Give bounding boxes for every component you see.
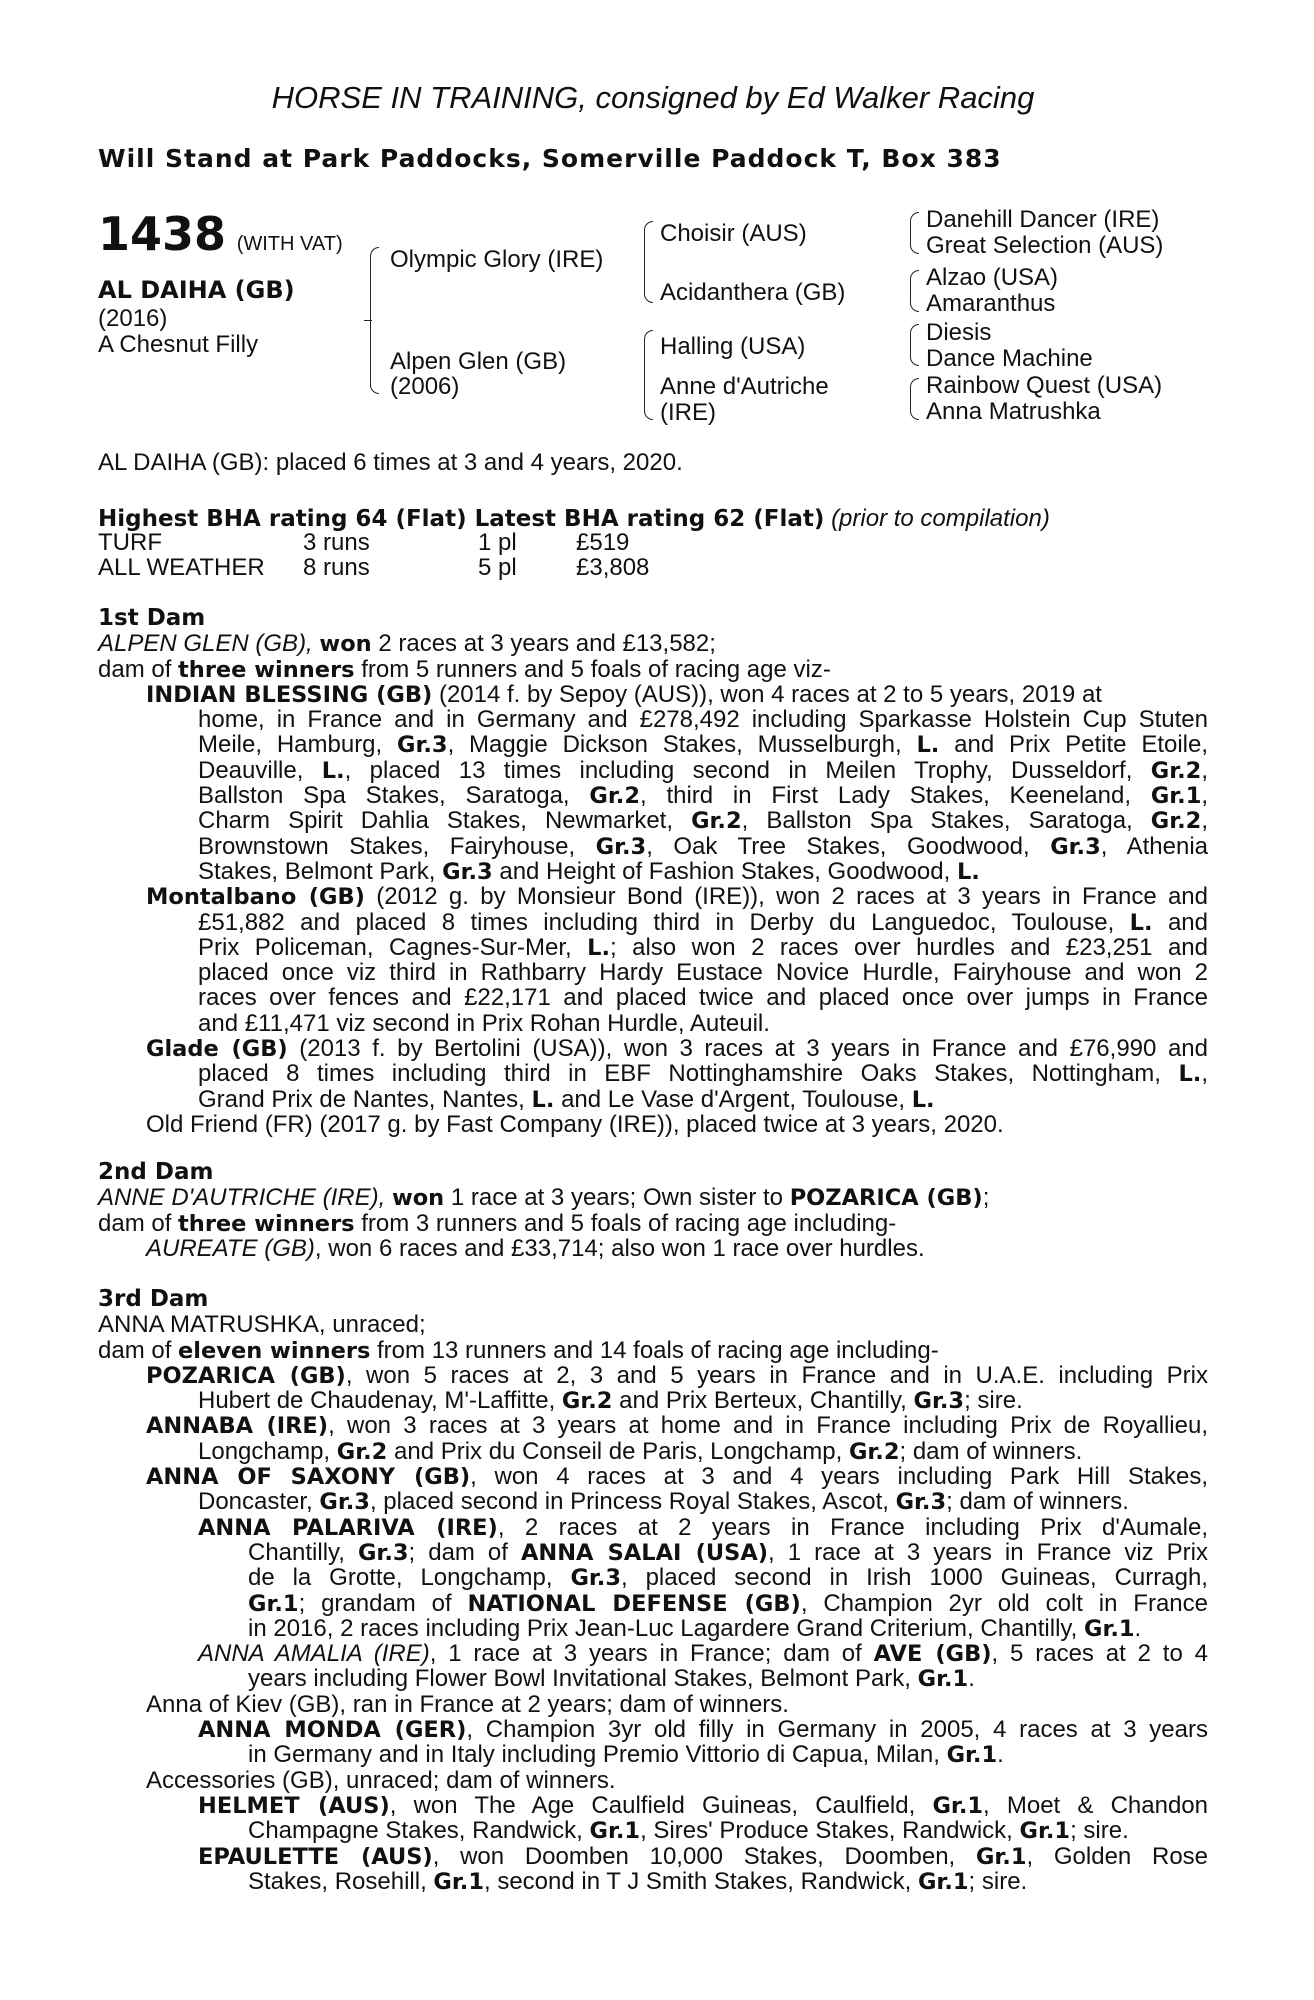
text-segment: 1 race at 3 years; Own sister to: [450, 1184, 784, 1212]
text-segment: Ballston Spa Stakes, Saratoga,: [198, 782, 570, 810]
dam-year: (2006): [390, 373, 460, 400]
text-segment: , Champion 3yr old filly in Germany in 2005, 4 races at 3 years: [466, 1716, 1208, 1744]
progeny-name: HELMET (AUS): [198, 1792, 390, 1819]
progeny-name: Glade (GB): [146, 1036, 288, 1063]
text-segment: , second in T J Smith Stakes, Randwick,: [483, 1867, 912, 1895]
pedigree-brace: [910, 324, 919, 366]
rating-line: [98, 506, 1208, 531]
text-segment: L.: [911, 1086, 935, 1113]
dam-name: ALPEN GLEN (GB),: [98, 630, 313, 658]
vat-note: (WITH VAT): [236, 233, 343, 255]
text-segment: in Germany and in Italy including Premio Vittorio di Capua, Milan,: [248, 1741, 940, 1769]
progeny-name: ANNA OF SAXONY (GB): [146, 1464, 471, 1491]
text-segment: in 2016, 2 races including Prix Jean-Luc Lagardere Grand Criterium, Chantilly,: [248, 1614, 1078, 1642]
text-segment: Hubert de Chaudenay, M'-Laffitte,: [198, 1387, 556, 1415]
winners-count: three winners: [178, 656, 355, 683]
text-segment: Stakes, Belmont Park,: [198, 857, 436, 885]
text-line: [98, 1540, 1208, 1565]
text-segment: won: [391, 1185, 445, 1212]
placings: 5 pl: [478, 554, 517, 582]
text-segment: Gr.3: [357, 1539, 409, 1566]
text-segment: ; sire.: [1070, 1817, 1129, 1845]
dam-name: ANNE D'AUTRICHE (IRE),: [98, 1184, 386, 1212]
horse-year: (2016): [98, 305, 168, 332]
text-segment: Brownstown Stakes, Fairyhouse,: [198, 832, 576, 860]
horse-description: A Chesnut Filly: [98, 331, 259, 358]
winners-count: eleven winners: [178, 1337, 371, 1364]
won-label: won: [319, 631, 372, 658]
dam-dam: Anne d'Autriche: [660, 373, 829, 400]
pedigree-brace: [644, 330, 653, 420]
text-segment: ; dam of winners.: [899, 1437, 1083, 1465]
horse-name: AL DAIHA (GB): [98, 276, 295, 304]
sire: Olympic Glory (IRE): [390, 246, 604, 273]
text-segment: dam of: [98, 1209, 172, 1237]
text-segment: from 5 runners and 5 foals of racing age viz-: [361, 655, 831, 683]
text-segment: AVE (GB): [873, 1641, 992, 1668]
text-segment: ; also won 2 races over hurdles and £23,251 and: [610, 933, 1208, 961]
text-segment: Gr.2: [589, 783, 640, 810]
text-segment: and Prix Petite Etoile,: [954, 731, 1209, 759]
consignor-title: HORSE IN TRAINING, consigned by Ed Walker Racing: [271, 80, 1035, 115]
text-segment: , won 4 races at 3 and 4 years including Park Hill Stakes,: [470, 1463, 1208, 1491]
text-segment: ;: [982, 1184, 990, 1212]
text-segment: (2012 g. by Monsieur Bond (IRE)), won 2 races at 3 years in France and: [376, 883, 1208, 911]
dam-record: 2 races at 3 years and £13,582;: [378, 630, 716, 658]
text-segment: and £11,471 viz second in Prix Rohan Hurdle, Auteuil.: [198, 1009, 770, 1037]
text-segment: L.: [916, 732, 940, 759]
text-segment: , won 3 races at 3 years at home and in France including Prix de Royallieu,: [328, 1412, 1208, 1440]
text-line: [98, 985, 1208, 1010]
text-segment: Gr.1: [917, 1868, 969, 1895]
winners-count: three winners: [178, 1210, 355, 1237]
text-segment: dam of: [98, 655, 172, 683]
text-segment: Gr.1: [946, 1742, 998, 1769]
text-segment: Gr.1: [975, 1843, 1027, 1870]
text-segment: Accessories (GB), unraced; dam of winners.: [146, 1766, 616, 1794]
text-segment: dam of: [98, 1336, 172, 1364]
text-segment: L.: [531, 1086, 555, 1113]
text-segment: ANNA SALAI (USA): [520, 1539, 769, 1566]
text-segment: , Maggie Dickson Stakes, Musselburgh,: [447, 731, 902, 759]
text-segment: Gr.3: [1050, 833, 1101, 860]
text-line: [98, 1616, 1208, 1641]
placings: 1 pl: [478, 529, 517, 556]
text-line: [98, 1211, 1208, 1236]
text-segment: Anna of Kiev (GB), ran in France at 2 years; dam of winners.: [146, 1690, 789, 1718]
text-segment: ; grandam of: [298, 1589, 452, 1617]
text-segment: and Prix Berteux, Chantilly,: [619, 1387, 907, 1415]
text-segment: Stakes, Rosehill,: [248, 1867, 427, 1895]
text-segment: Prix Policeman, Cagnes-Sur-Mer,: [198, 933, 572, 961]
text-line: [98, 783, 1208, 808]
performance-row: [98, 530, 649, 555]
prize: £519: [576, 529, 630, 556]
text-segment: , Athenia: [1100, 832, 1209, 860]
dam-dam-origin: (IRE): [660, 399, 716, 426]
dss: Diesis: [926, 319, 992, 346]
progeny-entry: [98, 1413, 1208, 1438]
text-segment: Grand Prix de Nantes, Nantes,: [198, 1085, 525, 1113]
text-segment: Gr.1: [932, 1792, 984, 1819]
text-line: [98, 1185, 1208, 1210]
text-segment: Gr.2: [848, 1438, 900, 1465]
text-segment: de la Grotte, Longchamp,: [248, 1564, 553, 1592]
text-line: [98, 1439, 1208, 1464]
text-segment: (2014 f. by Sepoy (AUS)), won 4 races at 2 to 5 years, 2019 at: [438, 680, 1102, 708]
text-line: [98, 1338, 1208, 1363]
text-line: [98, 1061, 1208, 1086]
text-line: [98, 1087, 1208, 1112]
text-segment: ; dam of: [408, 1538, 508, 1566]
dds: Rainbow Quest (USA): [926, 372, 1163, 399]
progeny-name: ANNA AMALIA (IRE): [198, 1640, 430, 1668]
text-segment: Gr.2: [691, 808, 742, 835]
text-line: [98, 910, 1208, 935]
progeny-entry: [98, 1768, 1208, 1793]
text-segment: Champagne Stakes, Randwick,: [248, 1817, 583, 1845]
sss: Danehill Dancer (IRE): [926, 206, 1160, 233]
section-heading: 2nd Dam: [98, 1159, 214, 1185]
text-segment: Gr.1: [433, 1868, 484, 1895]
text-segment: ; sire.: [968, 1867, 1028, 1895]
progeny-entry: [98, 1112, 1208, 1137]
text-segment: years including Flower Bowl Invitational Stakes, Belmont Park,: [248, 1665, 911, 1693]
text-segment: Charm Spirit Dahlia Stakes, Newmarket,: [198, 807, 674, 835]
progeny-entry: [98, 1036, 1208, 1061]
runs: 8 runs: [303, 554, 370, 582]
third-dam-section: [98, 1287, 1208, 1894]
progeny-entry: [98, 1844, 1208, 1869]
text-line: [98, 935, 1208, 960]
text-segment: , won Doomben 10,000 Stakes, Doomben,: [432, 1842, 956, 1870]
text-segment: Gr.1: [1083, 1615, 1135, 1642]
dam-name: ANNA MATRUSHKA, unraced;: [98, 1311, 426, 1339]
text-segment: Gr.3: [397, 732, 448, 759]
progeny-name: Montalbano (GB): [146, 884, 365, 911]
text-segment: placed once viz third in Rathbarry Hardy Eustace Novice Hurdle, Fairyhouse and won 2: [198, 959, 1208, 987]
text-segment: L.: [956, 858, 980, 885]
dam: Alpen Glen (GB): [390, 348, 567, 375]
text-segment: NATIONAL DEFENSE (GB): [467, 1590, 801, 1617]
text-segment: Gr.2: [561, 1388, 613, 1415]
lot-number: 1438: [98, 207, 227, 261]
text-segment: , placed second in Princess Royal Stakes, Ascot,: [369, 1488, 889, 1516]
dam-sire: Halling (USA): [660, 333, 806, 360]
pedigree-brace-point: [364, 320, 372, 321]
text-segment: home, in France and in Germany and £278,492 including Sparkasse Holstein Cup Stuten: [198, 706, 1208, 734]
section-heading: 3rd Dam: [98, 1286, 209, 1312]
performance-table: [98, 530, 1208, 581]
text-segment: .: [1134, 1614, 1142, 1642]
pedigree-brace: [644, 221, 653, 303]
text-segment: (2013 f. by Bertolini (USA)), won 3 races at 3 years in France and £76,990 and: [299, 1035, 1208, 1063]
text-segment: L.: [321, 757, 345, 784]
text-segment: , Ballston Spa Stakes, Saratoga,: [741, 807, 1133, 835]
progeny-entry: [98, 1793, 1208, 1818]
text-segment: Gr.2: [1150, 757, 1202, 784]
text-segment: Gr.1: [248, 1590, 299, 1617]
text-line: [98, 808, 1208, 833]
text-segment: L.: [1178, 1061, 1202, 1088]
sdd: Amaranthus: [926, 290, 1056, 317]
text-segment: , Sires' Produce Stakes, Randwick,: [640, 1817, 1013, 1845]
text-segment: , 1 race at 3 years in France viz Prix: [768, 1538, 1209, 1566]
text-segment: Gr.3: [595, 833, 647, 860]
progeny-name: AUREATE (GB): [146, 1234, 315, 1262]
second-dam-section: [98, 1160, 1208, 1261]
text-segment: ; sire.: [964, 1387, 1023, 1415]
text-segment: Gr.2: [336, 1438, 388, 1465]
progeny-entry: [98, 1641, 1208, 1666]
text-segment: , placed second in Irish 1000 Guineas, Curragh,: [621, 1564, 1208, 1592]
pedigree-brace: [910, 270, 919, 312]
progeny-entry: [98, 682, 1208, 707]
text-segment: , Golden Rose: [1026, 1842, 1209, 1870]
progeny-entry: [98, 1236, 1208, 1261]
ssd: Great Selection (AUS): [926, 232, 1164, 259]
text-line: [98, 1565, 1208, 1590]
ddd: Anna Matrushka: [926, 398, 1101, 425]
text-segment: from 13 runners and 14 foals of racing age including-: [377, 1336, 939, 1364]
progeny-entry: [98, 1515, 1208, 1540]
text-segment: and Le Vase d'Argent, Toulouse,: [561, 1085, 906, 1113]
progeny-name: POZARICA (GB): [146, 1362, 346, 1389]
text-line: [98, 657, 1208, 682]
text-segment: POZARICA (GB): [789, 1185, 983, 1212]
text-segment: , Oak Tree Stakes, Goodwood,: [646, 832, 1030, 860]
text-segment: Gr.3: [913, 1388, 965, 1415]
text-segment: , Champion 2yr old colt in France: [800, 1589, 1208, 1617]
text-segment: L.: [1129, 909, 1153, 936]
text-segment: Gr.3: [442, 858, 493, 885]
text-line: [98, 1742, 1208, 1767]
text-segment: Deauville,: [198, 756, 304, 784]
first-dam-section: [98, 606, 1208, 1137]
summary: AL DAIHA (GB): placed 6 times at 3 and 4 years, 2020.: [98, 449, 683, 476]
rating-text: Highest BHA rating 64 (Flat) Latest BHA rating 62 (Flat): [98, 506, 825, 532]
text-segment: placed 8 times including third in EBF Nottinghamshire Oaks Stakes, Nottingham,: [198, 1060, 1161, 1088]
rating-note: (prior to compilation): [831, 505, 1050, 532]
progeny-name: INDIAN BLESSING (GB): [146, 681, 433, 708]
pedigree-brace: [910, 378, 919, 420]
text-segment: L.: [587, 934, 611, 961]
text-segment: Gr.1: [1150, 783, 1202, 810]
dsd: Dance Machine: [926, 345, 1093, 372]
stand-location: Will Stand at Park Paddocks, Somerville Paddock T, Box 383: [98, 144, 1002, 173]
text-segment: Old Friend (FR) (2017 g. by Fast Company (IRE)), placed twice at 3 years, 2020.: [146, 1110, 1004, 1138]
text-segment: Longchamp,: [198, 1437, 331, 1465]
text-segment: ,: [1201, 782, 1209, 810]
text-segment: and Prix du Conseil de Paris, Longchamp,: [394, 1437, 843, 1465]
text-segment: , won 6 races and £33,714; also won 1 race over hurdles.: [314, 1234, 925, 1262]
sire-sire: Choisir (AUS): [660, 220, 807, 247]
text-segment: .: [997, 1741, 1004, 1769]
progeny-name: ANNABA (IRE): [146, 1413, 329, 1440]
text-segment: and Height of Fashion Stakes, Goodwood,: [499, 857, 951, 885]
text-segment: £51,882 and placed 8 times including third in Derby du Languedoc, Toulouse,: [198, 908, 1115, 936]
text-segment: Gr.1: [589, 1818, 641, 1845]
surface: TURF: [98, 529, 162, 556]
text-segment: ,: [1201, 756, 1208, 784]
sds: Alzao (USA): [926, 264, 1059, 291]
progeny-name: EPAULETTE (AUS): [198, 1843, 433, 1870]
progeny-name: ANNA MONDA (GER): [198, 1717, 467, 1744]
text-line: [98, 1591, 1208, 1616]
text-line: [98, 758, 1208, 783]
text-line: [98, 1388, 1208, 1413]
text-segment: races over fences and £22,171 and placed twice and placed once over jumps in France: [198, 984, 1208, 1012]
text-segment: Doncaster,: [198, 1488, 313, 1516]
text-segment: , placed 13 times including second in Meilen Trophy, Dusseldorf,: [344, 756, 1133, 784]
text-segment: ,: [1201, 1060, 1208, 1088]
text-segment: .: [968, 1665, 975, 1693]
runs: 3 runs: [303, 529, 370, 556]
text-segment: Gr.3: [319, 1489, 370, 1516]
text-segment: , won The Age Caulfield Guineas, Caulfield,: [389, 1791, 916, 1819]
text-segment: Gr.1: [1019, 1818, 1071, 1845]
text-segment: Gr.3: [570, 1565, 622, 1592]
text-segment: Chantilly,: [248, 1538, 345, 1566]
progeny-entry: [98, 1692, 1208, 1717]
text-segment: Gr.1: [917, 1666, 969, 1693]
text-line: [98, 834, 1208, 859]
text-line: [98, 1489, 1208, 1514]
lot-heading: [98, 207, 343, 261]
text-segment: , Moet & Chandon: [983, 1791, 1208, 1819]
text-line: [98, 1011, 1208, 1036]
text-segment: and: [1167, 908, 1208, 936]
text-line: [98, 960, 1208, 985]
text-segment: ,: [1201, 807, 1209, 835]
text-segment: , third in First Lady Stakes, Keeneland,: [639, 782, 1131, 810]
text-line: [98, 1869, 1208, 1894]
progeny-entry: [98, 1464, 1208, 1489]
text-line: [98, 859, 1208, 884]
text-segment: Gr.2: [1150, 808, 1202, 835]
surface: ALL WEATHER: [98, 554, 265, 582]
section-heading: 1st Dam: [98, 605, 206, 631]
prize: £3,808: [576, 554, 650, 582]
text-segment: Meile, Hamburg,: [198, 731, 383, 759]
text-segment: from 3 runners and 5 foals of racing age including-: [361, 1209, 897, 1237]
text-segment: Gr.3: [895, 1489, 947, 1516]
text-line: [98, 1666, 1208, 1691]
text-segment: , 1 race at 3 years in France; dam of: [429, 1640, 862, 1668]
text-line: [98, 732, 1208, 757]
text-segment: , 2 races at 2 years in France including Prix d'Aumale,: [497, 1513, 1208, 1541]
performance-row: [98, 555, 649, 580]
text-line: [98, 1818, 1208, 1843]
text-line: [98, 631, 1208, 656]
text-segment: ; dam of winners.: [946, 1488, 1129, 1516]
progeny-entry: [98, 884, 1208, 909]
progeny-entry: [98, 1363, 1208, 1388]
progeny-entry: [98, 1717, 1208, 1742]
pedigree-brace: [910, 212, 919, 254]
text-line: [98, 707, 1208, 732]
text-segment: , 5 races at 2 to 4: [991, 1640, 1209, 1668]
progeny-name: ANNA PALARIVA (IRE): [198, 1514, 498, 1541]
text-segment: , won 5 races at 2, 3 and 5 years in France and in U.A.E. including Prix: [345, 1361, 1208, 1389]
sire-dam: Acidanthera (GB): [660, 279, 846, 306]
